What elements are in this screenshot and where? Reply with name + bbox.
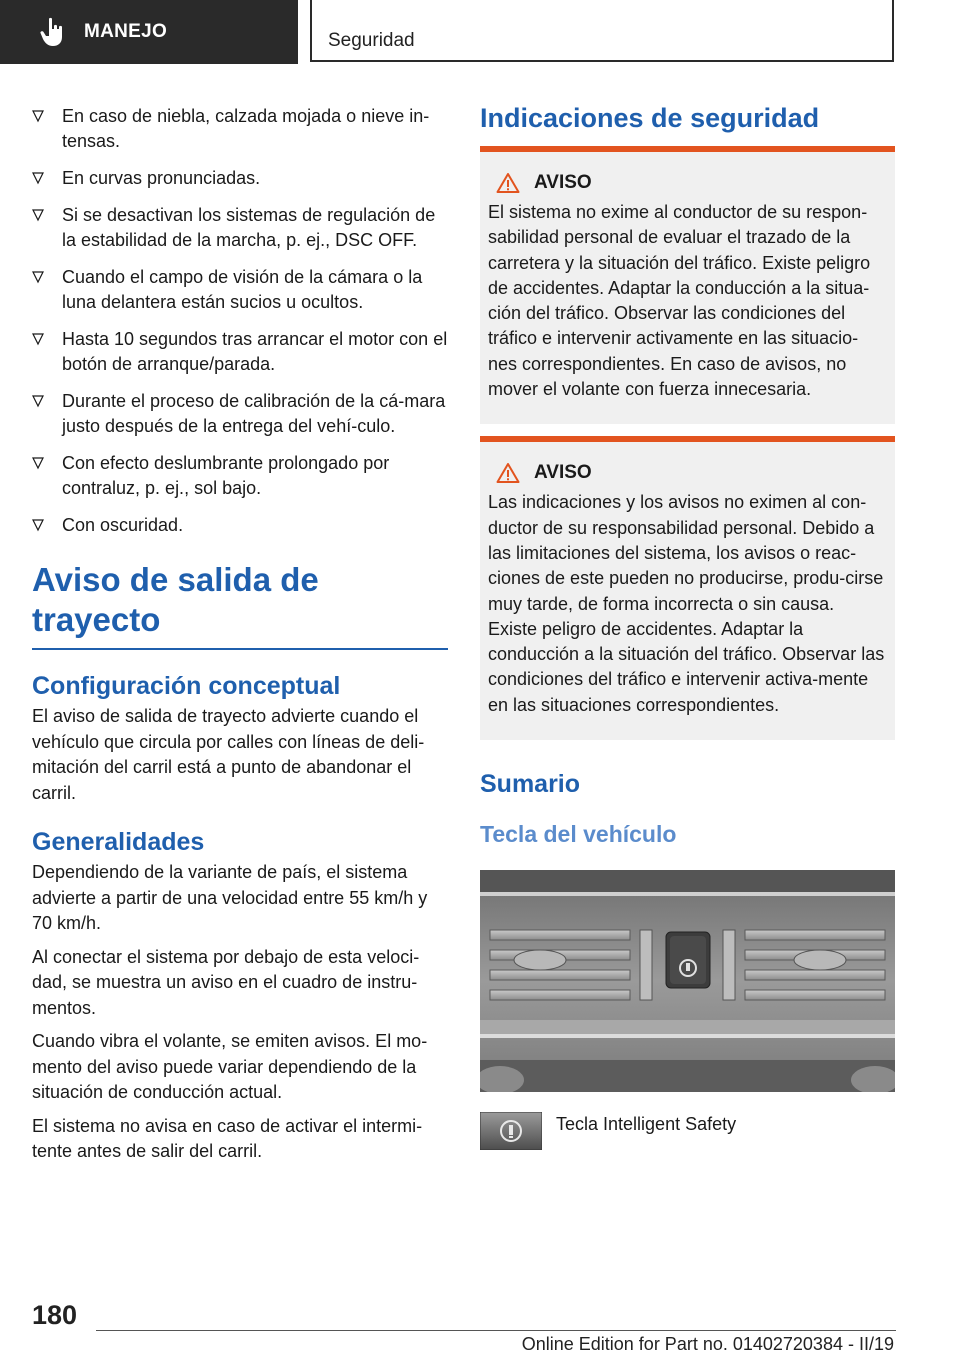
section-tab — [0, 0, 298, 64]
warning-triangle-icon — [496, 172, 520, 194]
chapter-label: Seguridad — [328, 30, 415, 51]
list-item: Con oscuridad. — [32, 513, 448, 538]
warning-text: El sistema no exime al conductor de su respon‐sabilidad personal de evaluar el trazado de la carretera y la situación del tráfico. Existe peligro de accidentes. Adaptar la conducción a la situa‐ción del tráfico. Observar las condiciones del tráfico e intervenir activamente en las situacio‐nes correspondientes. En caso de avisos, no mover el volante con fuerza innecesaria. — [488, 202, 871, 400]
general-title: Generalidades — [32, 828, 205, 856]
button-label: Tecla Intelligent Safety — [556, 1114, 737, 1135]
general-paragraph: Cuando vibra el volante, se emiten avisos. El mo‐mento del aviso puede variar dependiendo de la situación de conducción actual. — [32, 1031, 428, 1102]
main-title: Aviso de salida de trayecto — [32, 560, 448, 650]
warning-label: AVISO — [534, 172, 592, 193]
warning-box — [480, 146, 895, 424]
concept-title: Configuración conceptual — [32, 672, 341, 700]
triangle-bullet-icon — [32, 518, 44, 532]
warning-header — [488, 172, 887, 194]
intelligent-safety-button-icon — [480, 1112, 542, 1150]
warning-label: AVISO — [534, 462, 592, 484]
left-column — [32, 104, 448, 1173]
general-paragraph: El sistema no avisa en caso de activar el intermi‐tente antes de salir del carril. — [32, 1115, 423, 1161]
triangle-bullet-icon — [32, 394, 44, 408]
condition-list — [32, 104, 448, 538]
dashboard-photo-image — [480, 870, 895, 1092]
general-paragraph: Al conectar el sistema por debajo de esta veloci‐dad, se muestra un aviso en el cuadro de instru‐mentos. — [32, 946, 420, 1018]
edition-text: Online Edition for Part no. 01402720384 - II/19 — [521, 1334, 894, 1354]
triangle-bullet-icon — [32, 208, 44, 222]
warning-box — [480, 436, 895, 740]
list-item: Hasta 10 segundos tras arrancar el motor con el botón de arranque/parada. — [32, 327, 448, 377]
legend-row — [480, 1112, 895, 1150]
triangle-bullet-icon — [32, 270, 44, 284]
triangle-bullet-icon — [32, 332, 44, 346]
triangle-bullet-icon — [32, 171, 44, 185]
list-item: Con efecto deslumbrante prolongado por contraluz, p. ej., sol bajo. — [32, 451, 448, 501]
triangle-bullet-icon — [32, 456, 44, 470]
summary-title: Sumario — [480, 770, 581, 799]
triangle-bullet-icon — [32, 109, 44, 123]
warning-text: Las indicaciones y los avisos no eximen al con‐ductor de su responsabilidad personal. Debido a las limitaciones del sistema, los avisos o reac‐ciones de este pueden no producirse, produ‐cirse muy tarde, de forma incorrecta o sin causa. Existe peligro de accidentes. Adaptar la conducción a la situación del tráfico. Observar las condiciones del tráfico e intervenir activa‐mente en las situaciones correspondientes. — [488, 492, 885, 715]
general-paragraph: Dependiendo de la variante de país, el sistema advierte a partir de una velocidad entre 55 km/h y 70 km/h. — [32, 862, 428, 933]
key-title: Tecla del vehículo — [480, 821, 677, 848]
list-item: En curvas pronunciadas. — [32, 166, 448, 191]
list-item: Cuando el campo de visión de la cámara o la luna delantera están sucios u ocultos. — [32, 265, 448, 315]
chapter-tab — [310, 0, 894, 62]
hand-pointer-icon — [40, 17, 66, 47]
section-label: MANEJO — [84, 21, 168, 42]
footer-divider — [96, 1330, 896, 1331]
warning-header — [488, 462, 887, 484]
concept-text: El aviso de salida de trayecto advierte cuando el vehículo que circula por calles con líneas de deli‐mitación del carril está a punto de abandonar el carril. — [32, 706, 425, 803]
page-number: 180 — [32, 1300, 78, 1330]
dashboard-photo — [480, 870, 895, 1092]
safety-title: Indicaciones de seguridad — [480, 103, 820, 133]
list-item: En caso de niebla, calzada mojada o nieve in‐tensas. — [32, 104, 448, 154]
right-column — [480, 100, 895, 1150]
warning-triangle-icon — [496, 462, 520, 484]
list-item: Si se desactivan los sistemas de regulación de la estabilidad de la marcha, p. ej., DSC OFF. — [32, 203, 448, 253]
list-item: Durante el proceso de calibración de la cá‐mara justo después de la entrega del vehí‐culo. — [32, 389, 448, 439]
